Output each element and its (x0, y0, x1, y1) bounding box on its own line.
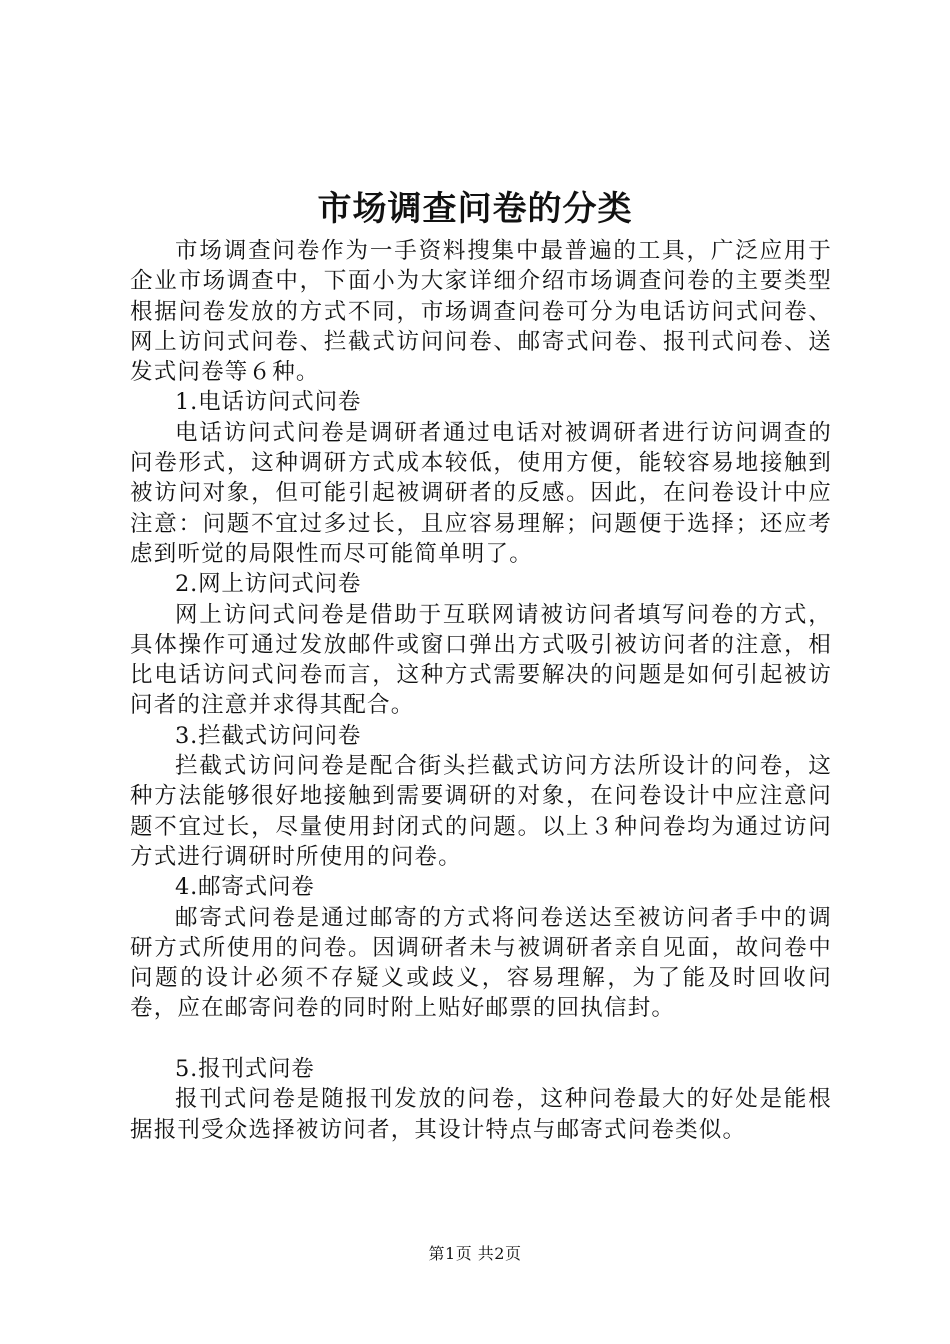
section-paragraph-2: 网上访问式问卷是借助于互联网请被访问者填写问卷的方式，具体操作可通过发放邮件或窗口弹出方式吸引被访问者的注意，相比电话访问式问卷而言，这种方式需要解决的问题是如何引起被访问者的注意并求得其配合。 (130, 601, 832, 719)
blank-line (130, 1024, 832, 1054)
section-heading-4: 4.邮寄式问卷 (175, 874, 315, 901)
page-footer: 第1页 共2页 (428, 1244, 522, 1263)
section-paragraph-1: 电话访问式问卷是调研者通过电话对被调研者进行访问调查的问卷形式，这种调研方式成本较低，使用方便，能较容易地接触到被访问对象，但可能引起被调研者的反感。因此，在问卷设计中应注意：问题不宜过多过长，且应容易理解；问题便于选择；还应考虑到听觉的局限性而尽可能简单明了。 (130, 419, 832, 567)
document-title: 市场调查问卷的分类 (317, 189, 633, 229)
section-heading-1: 1.电话访问式问卷 (175, 389, 362, 416)
intro-paragraph: 市场调查问卷作为一手资料搜集中最普遍的工具，广泛应用于企业市场调查中，下面小为大家详细介绍市场调查问卷的主要类型根据问卷发放的方式不同，市场调查问卷可分为电话访问式问卷、网上访问式问卷、拦截式访问问卷、邮寄式问卷、报刊式问卷、送发式问卷等６种。 (130, 238, 832, 386)
section-paragraph-5: 报刊式问卷是随报刊发放的问卷，这种问卷最大的好处是能根据报刊受众选择被访问者，其设计特点与邮寄式问卷类似。 (130, 1086, 832, 1143)
section-heading-2: 2.网上访问式问卷 (175, 571, 362, 598)
section-heading-3: 3.拦截式访问问卷 (175, 722, 362, 749)
section-heading-5: 5.报刊式问卷 (175, 1056, 315, 1083)
section-paragraph-4: 邮寄式问卷是通过邮寄的方式将问卷送达至被访问者手中的调研方式所使用的问卷。因调研者未与被调研者亲自见面，故问卷中问题的设计必须不存疑义或歧义，容易理解，为了能及时回收问卷，应在邮寄问卷的同时附上贴好邮票的回执信封。 (130, 904, 832, 1022)
document-body (130, 236, 832, 1145)
section-paragraph-3: 拦截式访问问卷是配合街头拦截式访问方法所设计的问卷，这种方法能够很好地接触到需要调研的对象，在问卷设计中应注意问题不宜过长，尽量使用封闭式的问题。以上３种问卷均为通过访问方式进行调研时所使用的问卷。 (130, 753, 832, 870)
